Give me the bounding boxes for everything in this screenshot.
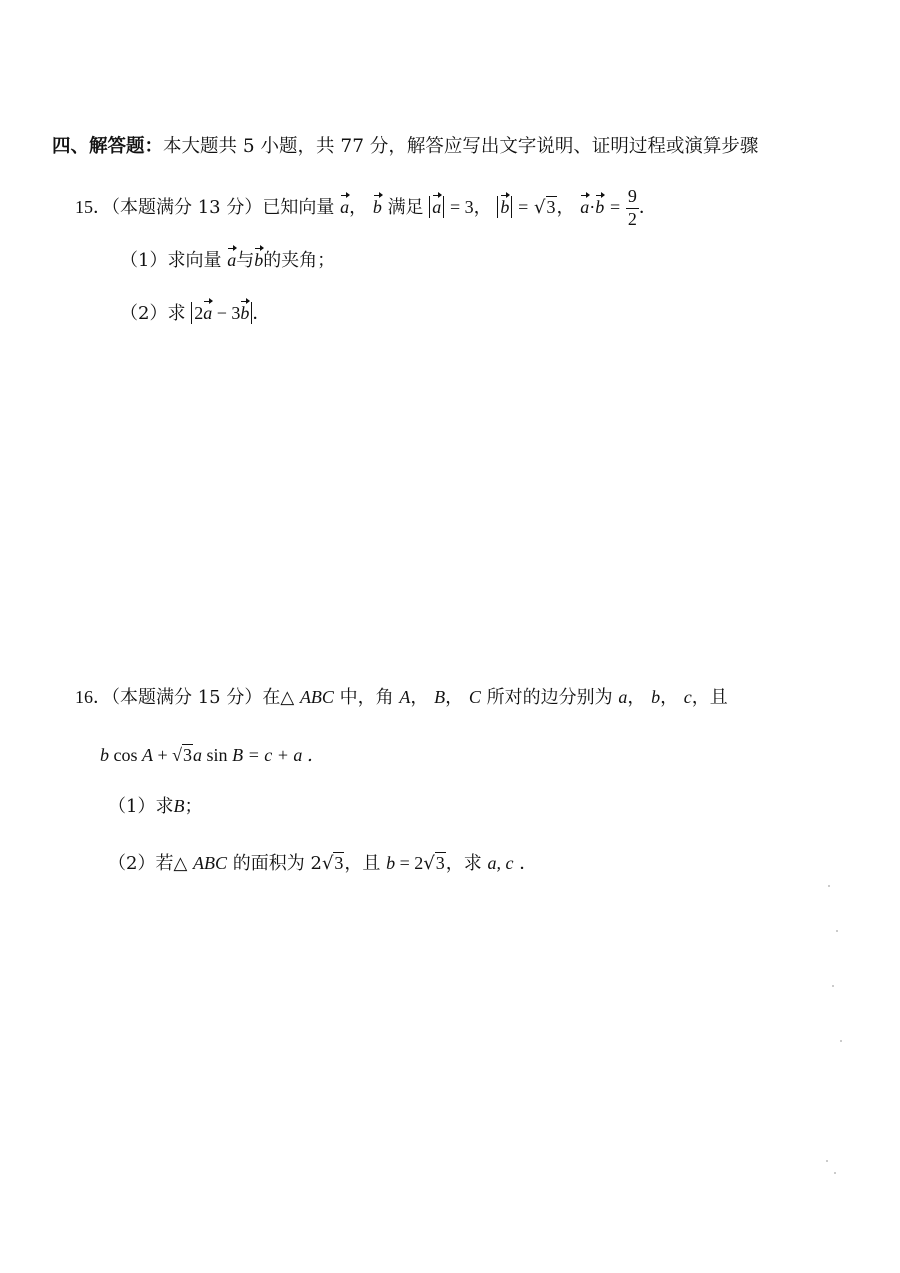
separator: ， <box>410 687 435 708</box>
vector-a: a <box>340 197 350 218</box>
eq2-rhs: = <box>518 197 529 218</box>
abs-b <box>497 196 512 218</box>
part-label: （1） <box>108 796 156 817</box>
eq-cos: cos <box>109 745 142 765</box>
sqrt-3: √3 <box>172 745 193 765</box>
separator: ， <box>556 197 575 219</box>
eq-A: A <box>142 745 153 765</box>
part-text: 的面积为 2 <box>227 853 322 874</box>
vector-b: b <box>254 250 264 270</box>
q16-points: （本题满分 15 分） <box>111 687 263 708</box>
q16-part2 <box>108 852 537 873</box>
q16-text: ，且 <box>691 687 728 708</box>
separator: ， <box>627 687 652 708</box>
section-heading-line <box>52 138 758 157</box>
q16-text: 所对的边分别为 <box>480 687 619 708</box>
vector-a: a <box>580 197 590 218</box>
fraction-denominator: 2 <box>627 208 637 229</box>
end-mark: ． <box>252 303 271 324</box>
eq-plus: + <box>153 745 173 765</box>
q15-number: 15． <box>75 197 111 218</box>
triangle-abc: ABC <box>299 687 334 707</box>
q16-text: 中，角 <box>333 687 400 708</box>
side-b: b <box>386 853 396 873</box>
eq1-rhs: = 3， <box>450 197 492 218</box>
part-text: ，求 <box>445 853 488 874</box>
part-label: （1） <box>120 250 168 271</box>
sides-a-c: a, c <box>487 853 514 873</box>
q15-points: （本题满分 13 分） <box>111 197 263 219</box>
vector-a: a <box>203 303 213 323</box>
q16-equation <box>100 744 325 764</box>
scan-speck <box>826 1160 828 1162</box>
fraction-numerator: 9 <box>626 186 639 209</box>
part-label: （2） <box>108 853 156 874</box>
eq-b: b <box>100 745 109 765</box>
eq-sin: sin <box>202 745 233 765</box>
vector-a: a <box>227 250 237 270</box>
section-heading: 四、解答题： <box>52 136 164 157</box>
vector-a: a <box>432 197 442 218</box>
q15-stem-text: 已知向量 <box>262 197 335 219</box>
q15-part1 <box>120 251 335 270</box>
triangle-abc: ABC <box>193 853 228 873</box>
sqrt-radicand: 3 <box>334 853 344 873</box>
scan-speck <box>832 985 834 987</box>
eq-rest: = c + a ． <box>243 745 325 765</box>
end-mark: ； <box>184 796 203 817</box>
q15-part2 <box>120 302 270 324</box>
sqrt-radicand: 3 <box>546 197 556 218</box>
abs-a <box>429 196 444 218</box>
scan-speck <box>836 930 838 932</box>
side-a: a <box>618 687 628 707</box>
vector-b: b <box>372 197 382 218</box>
separator: ， <box>660 687 684 708</box>
dot-operator: · <box>589 197 596 218</box>
separator: ， <box>349 197 368 219</box>
scan-speck <box>840 1040 842 1042</box>
part-text: 求向量 <box>167 250 222 271</box>
section-intro: 本大题共 5 小题，共 77 分，解答应写出文字说明、证明过程或演算步骤 <box>163 136 759 157</box>
fraction-9-2 <box>626 186 639 230</box>
vector-b: b <box>240 303 250 323</box>
q15-stem <box>75 186 657 230</box>
part-label: （2） <box>120 303 168 324</box>
scan-speck <box>828 885 830 887</box>
angle-c: C <box>468 687 481 707</box>
end-mark: ． <box>513 853 538 874</box>
sqrt-3: √3 <box>321 853 344 874</box>
vector-b: b <box>500 197 510 218</box>
sqrt-3: √3 <box>534 197 556 219</box>
part-text: 与 <box>236 250 255 271</box>
part-text: 求 <box>155 796 174 817</box>
eq3: = <box>610 197 621 218</box>
q16-stem <box>75 688 728 707</box>
part-text: 的夹角； <box>263 250 336 271</box>
q15-stem-text-2: 满足 <box>387 197 424 219</box>
angle-a: A <box>399 687 411 707</box>
eq-a: a <box>193 745 203 765</box>
sqrt-radicand: 3 <box>435 853 445 873</box>
part-text: 若△ <box>155 853 194 874</box>
part-text: 求 <box>167 303 186 324</box>
side-b: b <box>651 687 661 707</box>
q16-number: 16． <box>75 687 111 707</box>
abs-expression <box>191 302 252 324</box>
angle-b: B <box>434 687 446 707</box>
part-text: ，且 <box>344 853 387 874</box>
sqrt-radicand: 3 <box>183 745 193 765</box>
q16-part1 <box>108 797 202 816</box>
coefficient: 2 <box>194 303 204 323</box>
eq-B: B <box>232 745 244 765</box>
end-mark: ． <box>638 197 657 219</box>
side-c: c <box>683 687 692 707</box>
sqrt-3: √3 <box>423 853 445 874</box>
angle-b: B <box>173 796 185 816</box>
scan-speck <box>834 1172 836 1174</box>
minus-term: − 3 <box>212 303 241 323</box>
part-text: = 2 <box>395 853 424 873</box>
q16-text: 在△ <box>262 687 300 708</box>
separator: ， <box>445 687 469 708</box>
vector-b: b <box>595 197 605 218</box>
